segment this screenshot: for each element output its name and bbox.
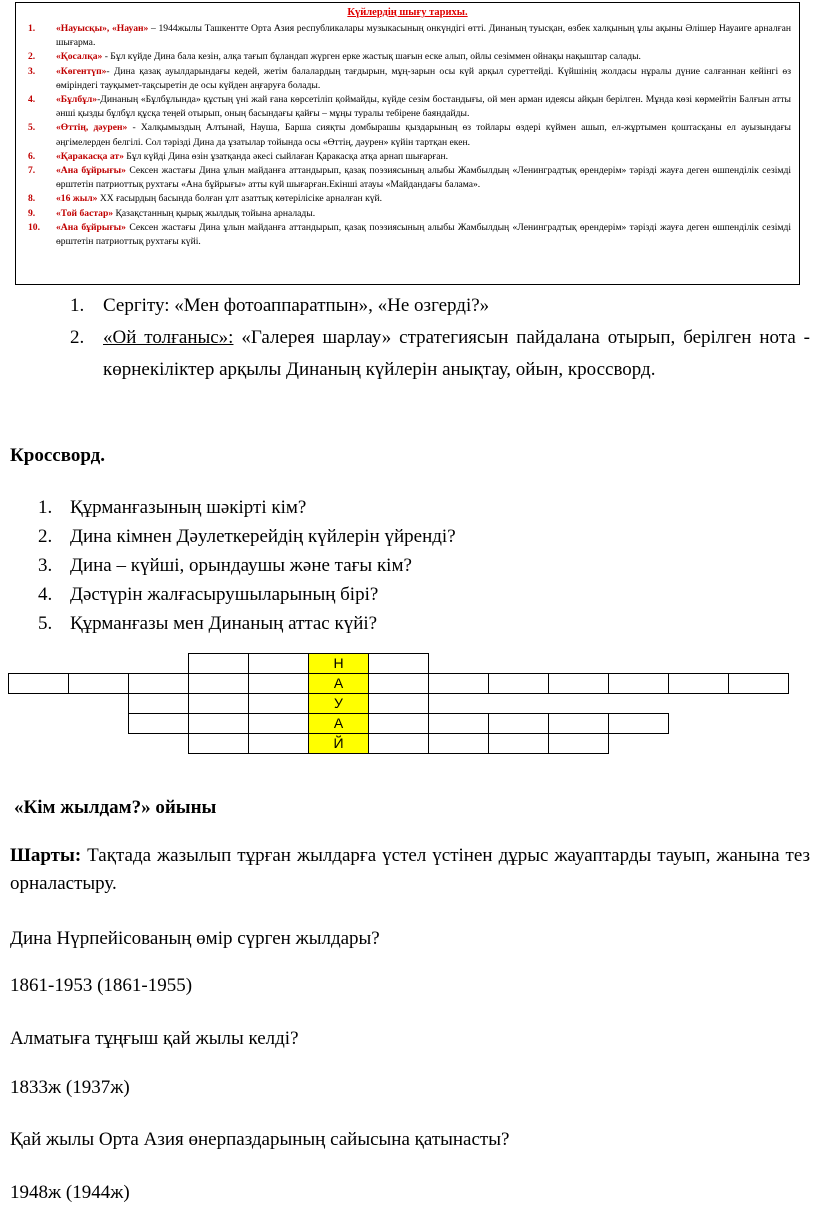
step-prefix: Сергіту: [103,295,170,316]
question-number: 2. [38,526,53,547]
crossword-cell[interactable] [248,693,309,714]
history-item-text [56,50,791,64]
history-item [24,22,791,50]
question-text: Құрманғазының шәкірті кім? [70,497,307,518]
question-number: 5. [38,613,53,634]
crossword-cell[interactable] [368,673,429,694]
kui-description: Сексен жастағы Дина ұлын майданға аттандырып, қазақ поэзиясының алыбы Жамбылдың «Ленинградтық өрендерім» тәрізді жауға деген өшпенділік сезімді өрштетін патриоттық рухтағы «Ана бұйрығы» атты күй шығарған.Екінші атауы «Майдандағы балама». [56,165,791,191]
kui-description: Қазақстанның қырық жылдық тойына арналады. [113,207,316,219]
kui-description: – 1944жылы Ташкентте Орта Азия республикалары музыкасының онкүндігі өтті. Динаның туысқан, өзбек халқының ұлы ақыны Әлішер Науаиге арналған шығарма. [56,23,791,49]
history-item [24,150,791,164]
history-item-number: 10. [28,221,40,233]
step-prefix: «Ой толғаныс»: [103,327,234,348]
lesson-steps [70,290,810,386]
kui-name: «Өттің, дәурен» [56,122,128,134]
history-item-text [56,22,791,50]
crossword-cell[interactable] [128,693,189,714]
crossword-key-cell[interactable]: А [308,673,369,694]
crossword-cell[interactable] [128,713,189,734]
kui-history-box [15,2,800,285]
history-item-number: 5. [28,122,36,134]
history-item [24,65,791,93]
crossword-cell[interactable] [188,733,249,754]
crossword-cell[interactable] [188,673,249,694]
question-text: Дина кімнен Дәулеткерейдің күйлерін үйренді? [70,526,456,547]
kui-description: - Бұл күйде Дина бала кезін, алқа тағып бұландап жүрген ерке жастық шағын еске алып, ойлы сезіммен ойнақы нақыштар салады. [102,51,641,63]
game-title: «Кім жылдам?» ойыны [14,797,217,818]
question-item [38,580,778,609]
kui-description: Сексен жастағы Дина ұлын майданға аттандырып, қазақ поэзиясының алыбы Жамбылдың «Ленинградтық өрендерім» тәрізді жауға деген өшпенділік сезімді өрштетін патриоттық рухтағы күйі. [56,221,791,248]
rules-text: Тақтада жазылып тұрған жылдарға үстел үстінен дұрыс жауаптарды тауып, жанына тез орналастыру. [10,845,810,894]
crossword-cell[interactable] [428,713,489,734]
kui-history-list [24,22,791,249]
history-item-number: 2. [28,51,36,63]
crossword-cell[interactable] [488,733,549,754]
crossword-key-cell[interactable]: Й [308,733,369,754]
step-number: 1. [70,295,85,316]
history-item-text [56,93,791,121]
crossword-cell[interactable] [728,673,789,694]
kui-name: «Бұлбұл» [56,94,98,106]
history-item-number: 9. [28,207,36,219]
step-item [70,322,810,386]
crossword-cell[interactable] [368,733,429,754]
kui-name: «Той бастар» [56,207,114,219]
crossword-questions [38,493,778,638]
kui-description: - Дина қазақ ауылдарындағы кедей, жетім балалардың тағдырын, мұң-зарын осы күй арқыл суреттейді. Күйшінің жолдасы нұралы дүние салғаннан кейінгі өз өміріндегі тауқымет-тақсыретін де осы күйден аңғаруға болады. [56,65,791,91]
step-number: 2. [70,327,85,348]
crossword-cell[interactable] [548,713,609,734]
crossword-cell[interactable] [8,673,69,694]
history-item [24,121,791,149]
crossword-cell[interactable] [668,673,729,694]
crossword-cell[interactable] [428,733,489,754]
question-text: Дәстүрін жалғасырушыларының бірі? [70,584,379,605]
crossword-title: Кроссворд. [10,445,106,466]
game-line: Алматыға тұңғыш қай жылы келді? [10,1028,299,1049]
history-item [24,207,791,221]
question-item [38,609,778,638]
crossword-cell[interactable] [608,673,669,694]
history-item [24,93,791,121]
kui-description: - Халқымыздың Алтынай, Науша, Барша сияқты домбырашы қыздарының өз тойлары өздері күймен ашып, ел-жұртымен қоштасқаны ел ауызындағы әңгімелерден белгілі. Сол тәрізді Дина да ұзатылар тойында осы «Өттің, дәурен» күйін тартқан екен. [56,122,791,148]
question-text: Дина – күйші, орындаушы және тағы кім? [70,555,412,576]
question-number: 1. [38,497,53,518]
crossword-cell[interactable] [188,713,249,734]
crossword-cell[interactable] [488,673,549,694]
crossword-cell[interactable] [128,673,189,694]
kui-name: «Науысқы», «Науан» [56,23,149,34]
crossword-cell[interactable] [548,673,609,694]
kui-name: «Қосалқа» [56,51,103,63]
crossword-cell[interactable] [368,693,429,714]
crossword-cell[interactable] [248,713,309,734]
question-number: 4. [38,584,53,605]
step-item [70,290,810,322]
crossword-cell[interactable] [248,673,309,694]
crossword-key-cell[interactable]: А [308,713,369,734]
kui-name: «Ана бұйрығы» [56,221,126,233]
question-item [38,493,778,522]
question-number: 3. [38,555,53,576]
crossword-cell[interactable] [428,673,489,694]
history-item-text [56,65,791,93]
game-line: Қай жылы Орта Азия өнерпаздарының сайысына қатынасты? [10,1129,510,1150]
kui-name: «Көгентүп» [56,65,107,77]
game-line: 1861-1953 (1861-1955) [10,975,193,996]
crossword-key-cell[interactable]: Н [308,653,369,674]
game-line: 1948ж (1944ж) [10,1182,130,1203]
kui-description: -Динаның «Бұлбұлында» құстың үні жай ғана көрсетіліп қоймайды, күйде сезім бостандығы, ой мен арман идеясы айқын берілген. Мұнда көзі көрмейтін Балғын атты әнші қызды бұлбұл құсқа теңей отырып, оның басындағы қайғы – мұңы туралы тебірене баяндайды. [56,94,791,120]
history-item-text [56,150,791,164]
game-rules [10,842,810,898]
step-text: «Галерея шарлау» стратегиясын пайдалана отырып, берілген нота - көрнекіліктер арқылы Динаның күйлерін анықтау, ойын, кроссворд. [103,327,810,380]
history-item-number: 4. [28,94,36,106]
game-line: Дина Нүрпейісованың өмір сүрген жылдары? [10,928,380,949]
crossword-cell[interactable] [248,653,309,674]
kui-description: XX ғасырдың басында болған ұлт азаттық көтерілісіке арналған күй. [97,193,383,205]
crossword-cell[interactable] [248,733,309,754]
kui-name: «Қаракасқа ат» [56,150,124,162]
kui-name: «Ана бұйрығы» [56,165,126,177]
kui-name: «16 жыл» [56,193,98,205]
history-item-text [56,192,791,206]
kui-history-title: Күйлердің шығу тарихы. [347,7,468,18]
crossword-cell[interactable] [68,673,129,694]
crossword-cell[interactable] [368,713,429,734]
crossword-cell[interactable] [188,693,249,714]
history-item-number: 7. [28,165,36,177]
history-item-text [56,207,791,221]
history-item-text [56,221,791,249]
crossword-cell[interactable] [488,713,549,734]
history-item [24,164,791,192]
history-item [24,221,791,249]
history-item [24,50,791,64]
step-text: «Мен фотоаппаратпын», «Не озгерді?» [169,295,490,316]
history-item-number: 8. [28,193,36,205]
question-text: Құрманғазы мен Динаның аттас күйі? [70,613,378,634]
kui-description: Бұл күйді Дина өзін ұзатқанда әкесі сыйлаған Қаракасқа атқа арнап шығарған. [123,150,449,162]
crossword-key-cell[interactable]: У [308,693,369,714]
history-item-number: 3. [28,65,36,77]
rules-label: Шарты: [10,845,82,866]
question-item [38,522,778,551]
game-line: 1833ж (1937ж) [10,1077,130,1098]
history-item [24,192,791,206]
history-item-number: 6. [28,150,36,162]
question-item [38,551,778,580]
crossword-cell[interactable] [548,733,609,754]
crossword-cell[interactable] [608,713,669,734]
history-item-number: 1. [28,23,36,34]
crossword-cell[interactable] [368,653,429,674]
history-item-text [56,121,791,149]
history-item-text [56,164,791,192]
crossword-cell[interactable] [188,653,249,674]
